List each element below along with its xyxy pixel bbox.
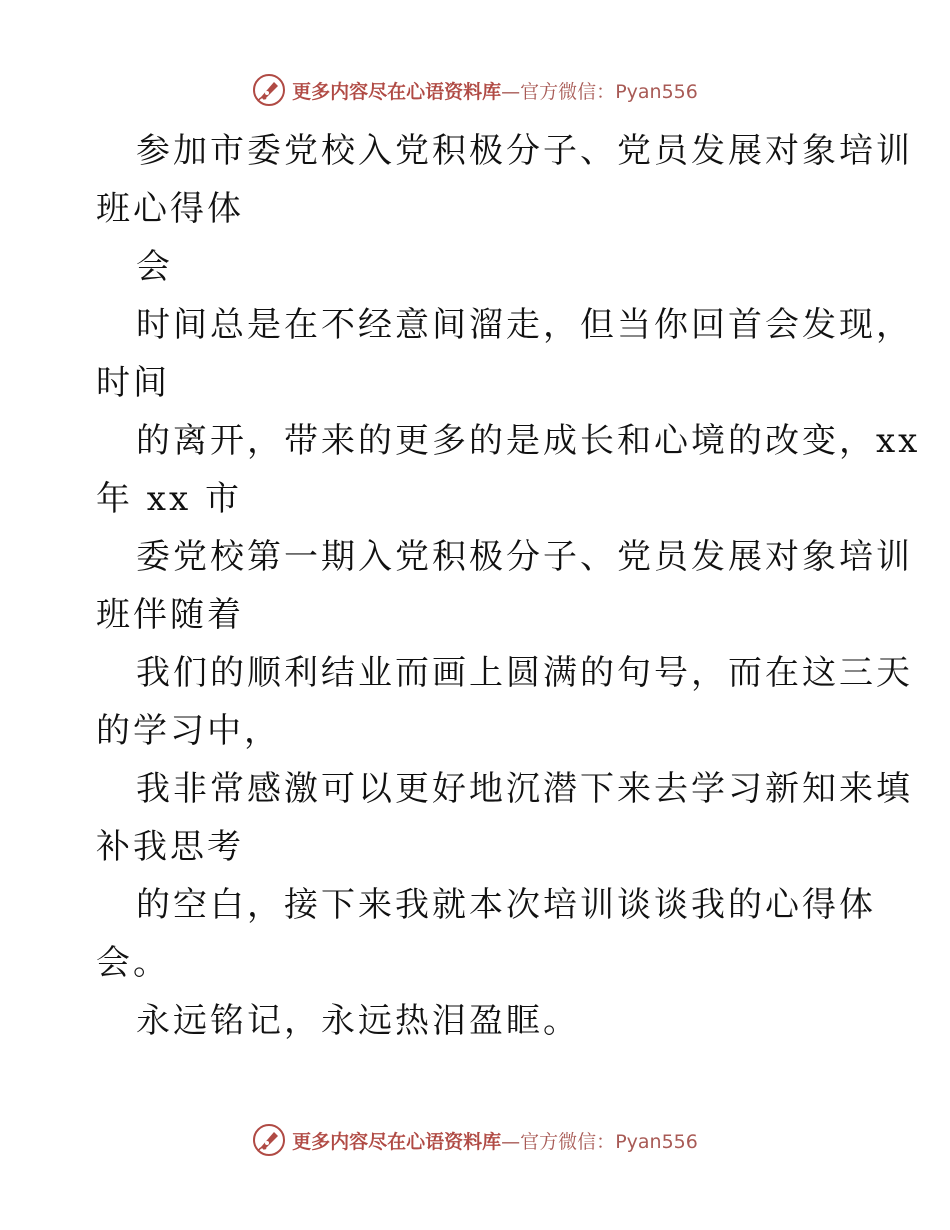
text-line: 的学习中， [96, 711, 281, 751]
text-line: 年 xx 市 [96, 479, 242, 519]
text-line: 永远铭记，永远热泪盈眶。 [136, 1001, 580, 1041]
text-line: 委党校第一期入党积极分子、党员发展对象培训 [136, 537, 913, 577]
pen-nib-logo-icon [252, 73, 286, 107]
dash: — [501, 1130, 521, 1153]
watermark-text [292, 77, 698, 104]
text-line: 会。 [96, 943, 170, 983]
text-line: 我们的顺利结业而画上圆满的句号，而在这三天 [136, 653, 913, 693]
brand-text: 更多内容尽在心语资料库 [292, 80, 502, 103]
text-line: 的离开，带来的更多的是成长和心境的改变，xx [136, 421, 921, 461]
pen-nib-logo-icon [252, 1123, 286, 1157]
document-body [96, 122, 921, 1050]
dash: — [501, 80, 521, 103]
footer-watermark-banner [0, 1120, 950, 1160]
wechat-label: 官方微信： [520, 80, 616, 103]
wechat-id: Pyan556 [615, 1130, 698, 1153]
text-line: 参加市委党校入党积极分子、党员发展对象培训 [136, 131, 913, 171]
text-line: 时间 [96, 363, 170, 403]
text-line: 班心得体 [96, 189, 244, 229]
wechat-label: 官方微信： [520, 1130, 616, 1153]
watermark-text [292, 1127, 698, 1154]
text-line: 补我思考 [96, 827, 244, 867]
text-line: 班伴随着 [96, 595, 244, 635]
text-line: 的空白，接下来我就本次培训谈谈我的心得体 [136, 885, 876, 925]
text-line: 会 [136, 247, 173, 287]
wechat-id: Pyan556 [615, 80, 698, 103]
text-line: 时间总是在不经意间溜走，但当你回首会发现， [136, 305, 913, 345]
text-line: 我非常感激可以更好地沉潜下来去学习新知来填 [136, 769, 913, 809]
brand-text: 更多内容尽在心语资料库 [292, 1130, 502, 1153]
header-watermark-banner [0, 70, 950, 110]
